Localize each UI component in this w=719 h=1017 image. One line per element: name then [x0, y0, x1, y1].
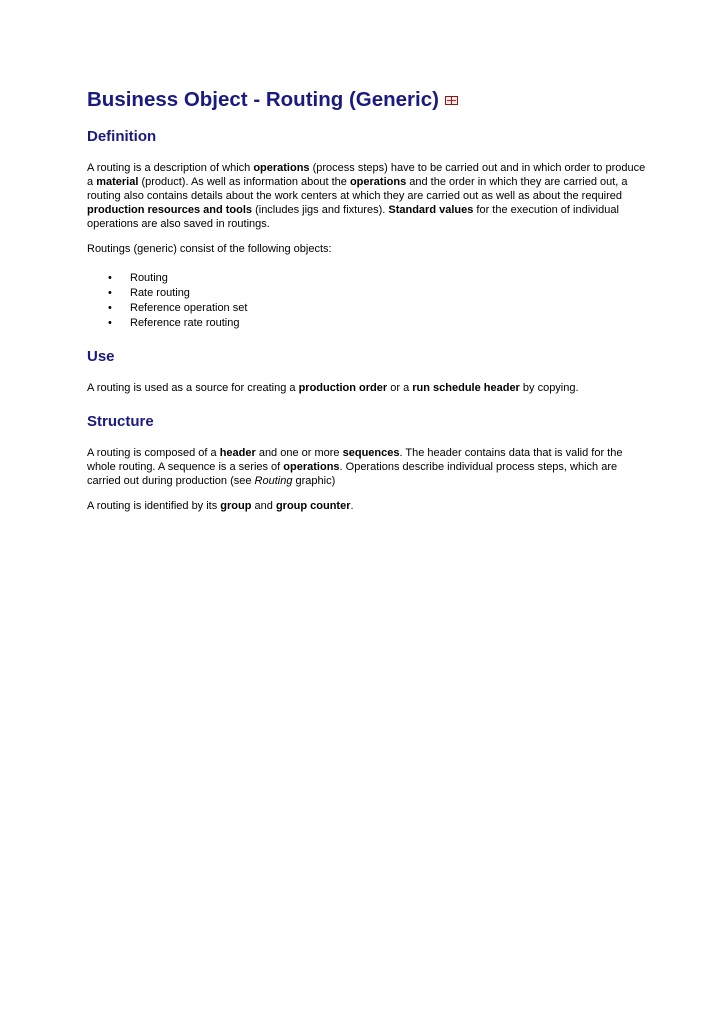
list-item-label: Routing	[130, 272, 168, 284]
text-run: A routing is used as a source for creating a	[87, 382, 299, 394]
text-run: (includes jigs and fixtures).	[252, 204, 389, 216]
bullet-icon: •	[108, 287, 112, 299]
term-operations: operations	[349, 176, 407, 188]
page-title	[87, 86, 647, 114]
list-item	[87, 286, 647, 301]
term-standard-values: Standard values	[388, 204, 474, 216]
expand-icon[interactable]	[445, 96, 458, 105]
objects-list	[87, 271, 647, 331]
use-paragraph	[87, 381, 647, 395]
list-item	[87, 316, 647, 331]
page-title-text: Business Object - Routing (Generic)	[87, 88, 439, 111]
text-run: .	[350, 500, 354, 512]
list-item-label: Rate routing	[130, 287, 190, 299]
list-item	[87, 301, 647, 316]
definition-paragraph	[87, 161, 647, 231]
list-item-label: Reference operation set	[130, 302, 248, 314]
text-run: for the execution of individual operations are also saved in routings.	[87, 204, 619, 230]
text-run: graphic)	[292, 475, 336, 487]
term-run-schedule-header: run schedule header	[412, 382, 520, 394]
term-production-order: production order	[298, 382, 388, 394]
section-heading-use: Use	[87, 348, 115, 365]
bullet-icon: •	[108, 302, 112, 314]
term-operations: operations	[253, 162, 310, 174]
text-run: or a	[387, 382, 413, 394]
term-material: material	[96, 176, 139, 188]
objects-intro-paragraph: Routings (generic) consist of the following objects:	[87, 243, 332, 255]
term-group: group	[220, 500, 252, 512]
term-group-counter: group counter	[275, 500, 351, 512]
text-run: A routing is identified by its	[87, 500, 221, 512]
text-run: by copying.	[519, 382, 579, 394]
text-run: . Operations describe individual process steps, which are carried out during production (see	[87, 461, 618, 487]
list-item	[87, 271, 647, 286]
term-operations: operations	[283, 461, 340, 473]
text-run: A routing is a description of which	[87, 162, 254, 174]
list-item-label: Reference rate routing	[130, 317, 240, 329]
text-run: . The header contains data that is valid for the whole routing. A sequence is a series of	[87, 447, 623, 473]
term-header: header	[219, 447, 256, 459]
term-sequences: sequences	[342, 447, 400, 459]
text-run: A routing is composed of a	[87, 447, 220, 459]
text-run: and the order in which they are carried out, a routing also contains details about the work centers at which they are carried out as well as about the required	[87, 176, 628, 202]
section-heading-definition: Definition	[87, 128, 157, 145]
text-run: and	[251, 500, 276, 512]
term-production-resources: production resources and tools	[87, 204, 253, 216]
text-run: and one or more	[255, 447, 343, 459]
text-run: (process steps) have to be carried out and in which order to produce a	[87, 162, 646, 188]
structure-paragraph	[87, 446, 647, 488]
identification-paragraph	[87, 499, 647, 513]
link-routing-graphic: Routing	[254, 475, 293, 487]
section-heading-structure: Structure	[87, 413, 154, 430]
text-run: (product). As well as information about the	[138, 176, 350, 188]
bullet-icon: •	[108, 317, 112, 329]
bullet-icon: •	[108, 272, 112, 284]
document-page	[87, 86, 647, 513]
